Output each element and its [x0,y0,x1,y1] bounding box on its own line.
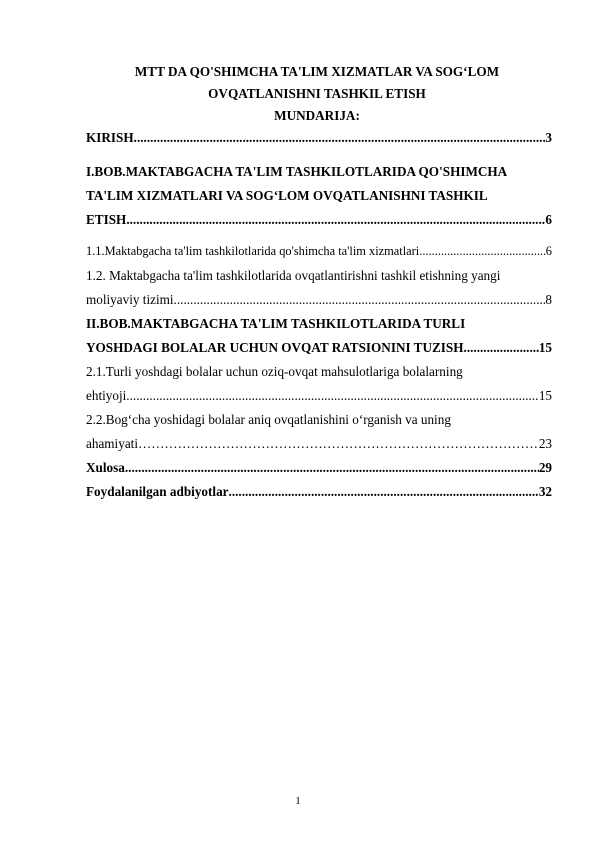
document-title-line2: OVQATLANISHNI TASHKIL ETISH [208,86,426,101]
toc-entry-page: 15 [538,340,552,355]
toc-entry-label: YOSHDAGI BOLALAR UCHUN OVQAT RATSIONINI TUZISH [86,340,464,355]
toc-entry-bob1-line3[interactable] [86,212,552,228]
toc-entry-page: 23 [538,436,552,451]
toc-entry-page: 3 [545,130,552,145]
contents-heading: MUNDARIJA: [274,108,360,123]
toc-entry-label: Xulosa [86,460,125,475]
toc-entry-xulosa[interactable] [86,460,552,476]
toc-entry-label: ehtiyoji [86,388,127,403]
toc-entry-bob1-line1[interactable]: I.BOB.MAKTABGACHA TA'LIM TASHKILOTLARIDA QO'SHIMCHA [86,164,508,179]
toc-entry-bob1-line2[interactable]: TA'LIM XIZMATLARI VA SOG‘LOM OVQATLANISHNI TASHKIL [86,188,488,203]
toc-entry-kirish[interactable] [86,130,552,146]
toc-entry-label: ETISH [86,212,127,227]
toc-entry-2-1-line2[interactable] [86,388,552,404]
toc-entry-1-1[interactable] [86,244,552,259]
toc-leader-dots [126,388,539,404]
toc-entry-label: moliyaviy tizimi [86,292,174,307]
toc-leader-dots [419,244,546,259]
toc-entry-adabiyotlar[interactable] [86,484,552,500]
toc-leader-dots [464,340,539,356]
toc-entry-2-2-line2[interactable] [86,436,552,452]
toc-entry-page: 6 [545,244,552,258]
toc-entry-2-2-line1[interactable]: 2.2.Bog‘cha yoshidagi bolalar aniq ovqatlanishini o‘rganish va uning [86,412,451,427]
toc-leader-dots [134,130,546,146]
toc-entry-page: 6 [545,212,552,227]
document-title-line1: MTT DA QO'SHIMCHA TA'LIM XIZMATLAR VA SOG‘LOM [134,64,500,79]
toc-entry-page: 29 [538,460,552,475]
toc-entry-1-2-line1[interactable]: 1.2. Maktabgacha ta'lim tashkilotlarida ovqatlantirishni tashkil etishning yangi [86,268,501,283]
toc-entry-page: 32 [538,484,552,499]
toc-entry-page: 15 [538,388,552,403]
toc-entry-label: ahamiyati [86,436,138,451]
toc-entry-bob2-line1[interactable]: II.BOB.MAKTABGACHA TA'LIM TASHKILOTLARIDA TURLI [86,316,466,331]
toc-entry-2-1-line1[interactable]: 2.1.Turli yoshdagi bolalar uchun oziq-ovqat mahsulotlariga bolalarning [86,364,463,379]
toc-leader-dots [125,460,539,476]
toc-leader-dots [126,212,545,228]
toc-leader-dots [138,436,539,452]
toc-entry-label: KIRISH [86,130,134,145]
toc-entry-page: 8 [545,292,552,307]
toc-leader-dots [174,292,546,308]
toc-entry-1-2-line2[interactable] [86,292,552,308]
toc-entry-bob2-line2[interactable] [86,340,552,356]
toc-entry-label: 1.1.Maktabgacha ta'lim tashkilotlarida qo'shimcha ta'lim xizmatlari [86,244,420,258]
toc-entry-label: Foydalanilgan adbiyotlar [86,484,229,499]
toc-leader-dots [229,484,539,500]
page-number: 1 [295,795,301,807]
